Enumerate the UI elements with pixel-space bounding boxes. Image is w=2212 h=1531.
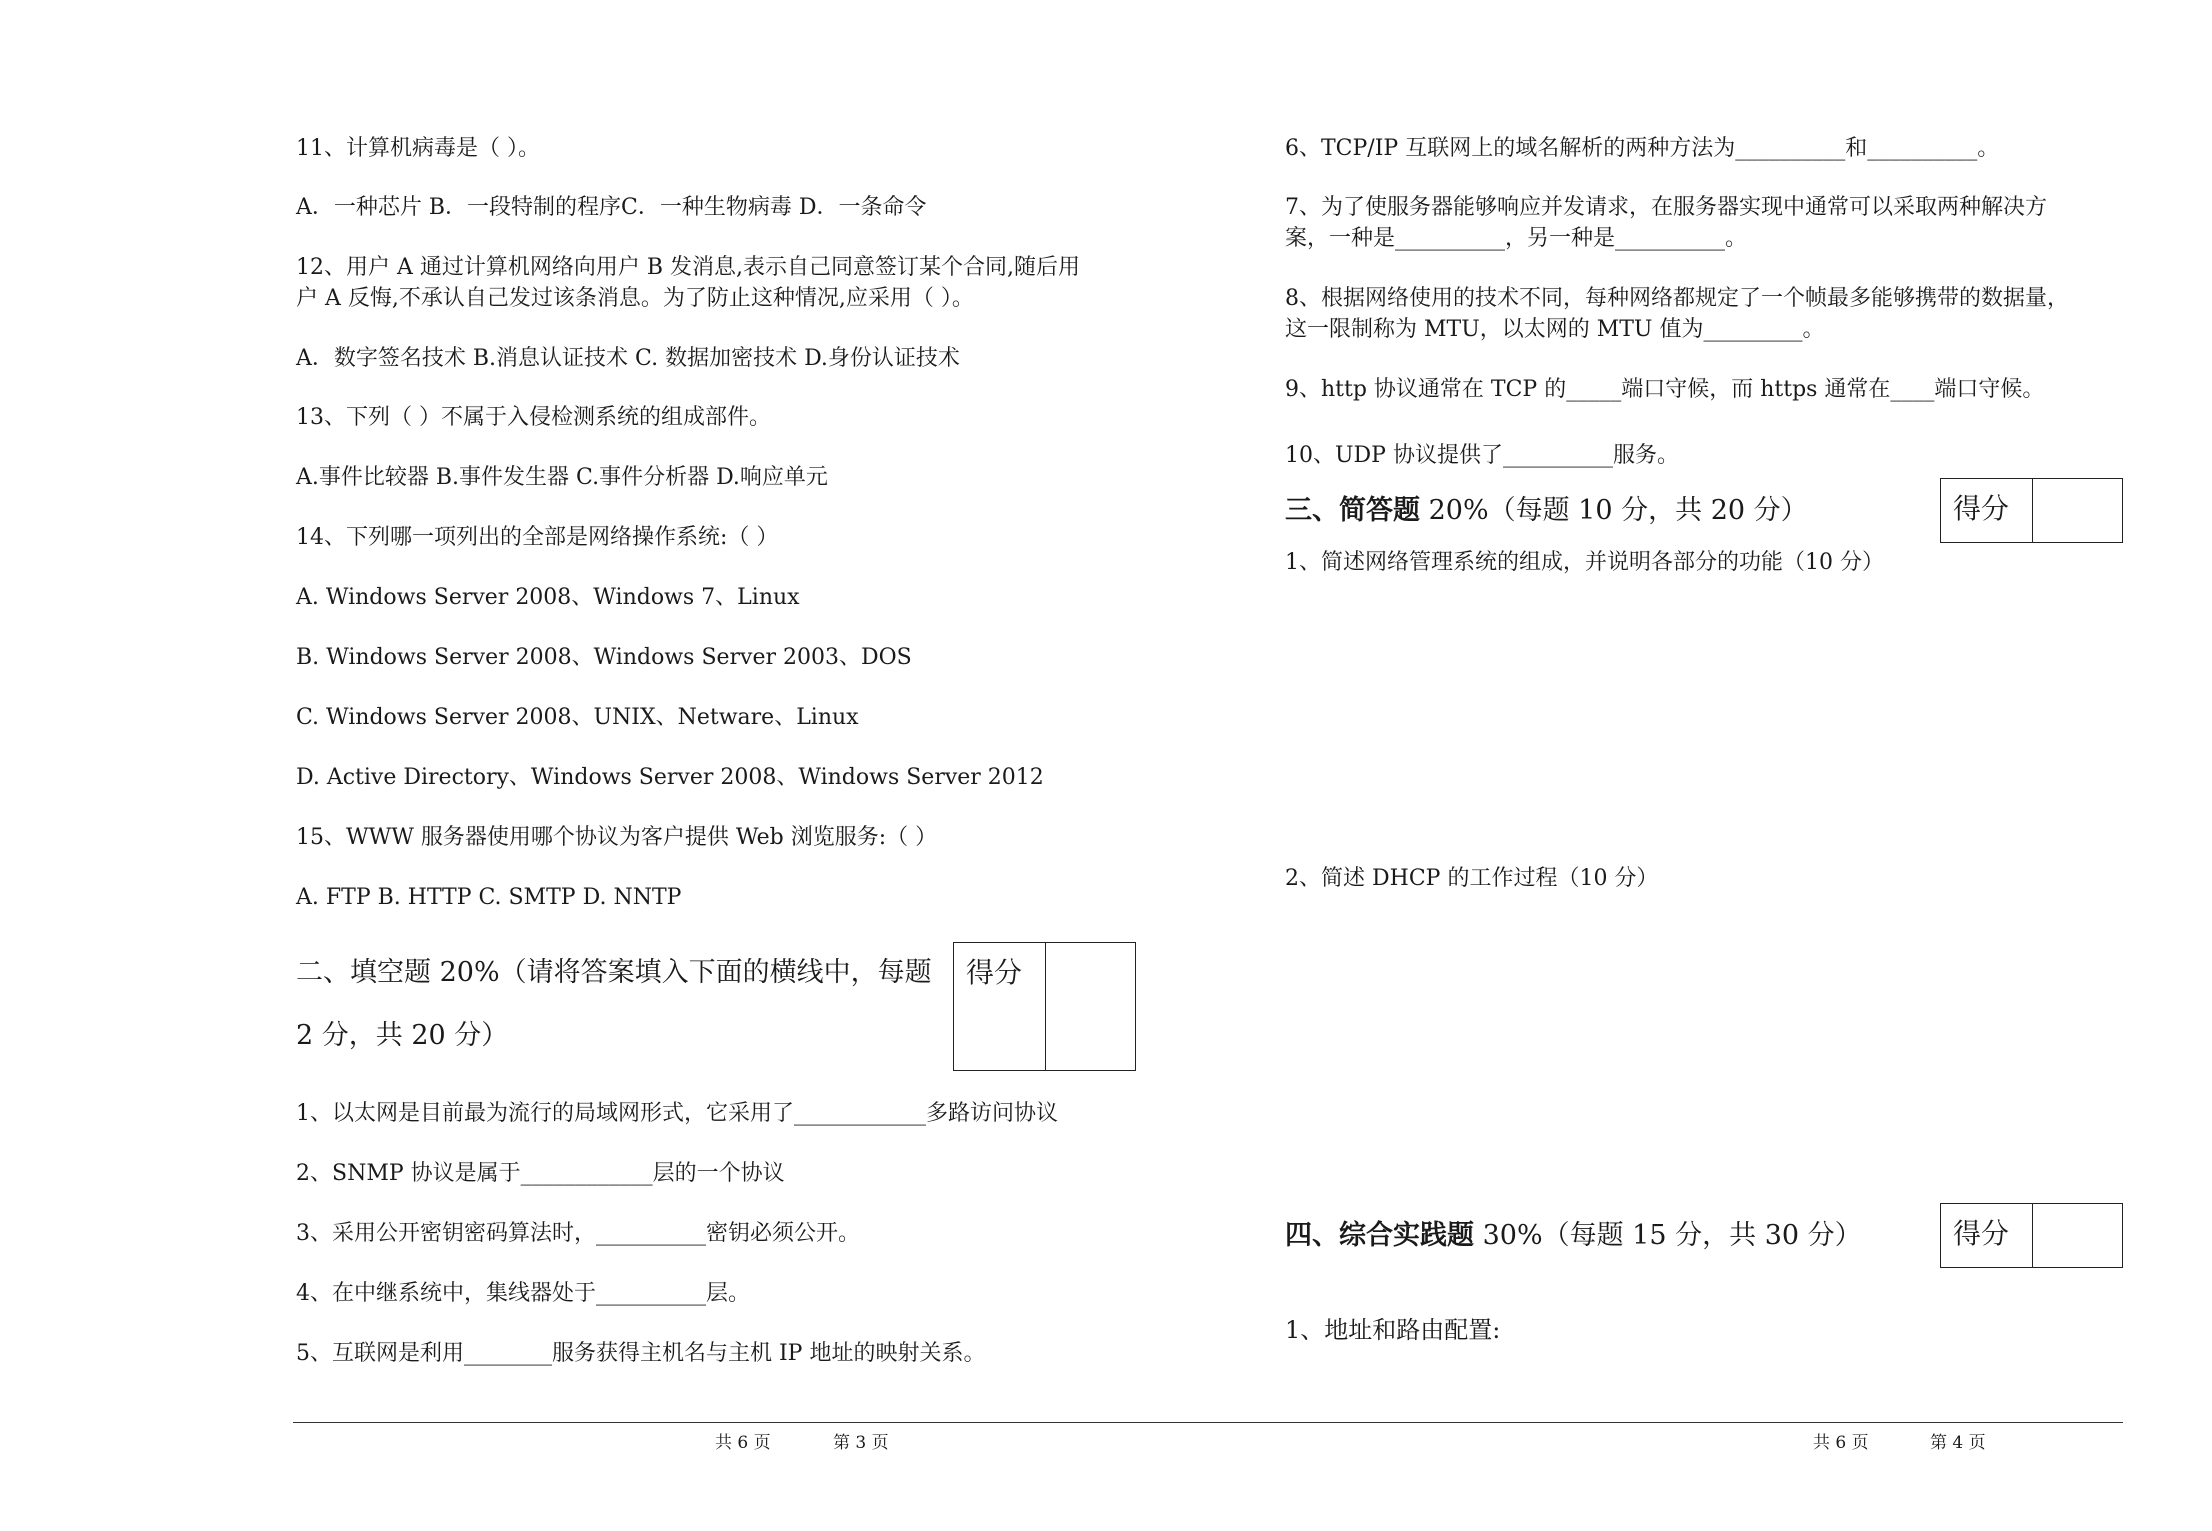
score-cell[interactable]	[2033, 1204, 2122, 1267]
fill-q7-line1: 7、为了使服务器能够响应并发请求，在服务器实现中通常可以采取两种解决方	[1285, 195, 2047, 220]
section3-title-bold: 三、简答题	[1285, 495, 1420, 526]
q12-text-line2: 户 A 反悔,不承认自己发过该条消息。为了防止这种情况,应采用（ ）。	[296, 286, 974, 311]
score-cell[interactable]	[1046, 943, 1135, 1070]
q14-option-d: D. Active Directory、Windows Server 2008、Windows Server 2012	[296, 765, 1044, 790]
section3-title	[1285, 493, 1808, 529]
fill-q8-line2: 这一限制称为 MTU，以太网的 MTU 值为_________。	[1285, 317, 1825, 342]
footer-left-page: 第 3 页	[833, 1433, 889, 1453]
q11-text: 11、计算机病毒是（ ）。	[296, 136, 540, 161]
q14-option-b: B. Windows Server 2008、Windows Server 2003、DOS	[296, 645, 912, 670]
q13-text: 13、下列（ ）不属于入侵检测系统的组成部件。	[296, 405, 771, 430]
q12-options: A．数字签名技术 B.消息认证技术 C. 数据加密技术 D.身份认证技术	[296, 346, 960, 371]
q14-text: 14、下列哪一项列出的全部是网络操作系统:（ ）	[296, 525, 779, 550]
section2-score-box	[953, 942, 1136, 1071]
section4-title	[1285, 1218, 1862, 1254]
fill-q8-line1: 8、根据网络使用的技术不同，每种网络都规定了一个帧最多能够携带的数据量，	[1285, 286, 2069, 311]
score-label: 得分	[954, 943, 1046, 1070]
q15-text: 15、WWW 服务器使用哪个协议为客户提供 Web 浏览服务:（ ）	[296, 825, 938, 850]
footer-right-total: 共 6 页	[1813, 1433, 1869, 1453]
fill-q9: 9、http 协议通常在 TCP 的_____端口守候，而 https 通常在____端口守候。	[1285, 377, 2045, 402]
section4-title-rest: 30%（每题 15 分，共 30 分）	[1474, 1220, 1862, 1251]
fill-q2: 2、SNMP 协议是属于____________层的一个协议	[296, 1161, 785, 1186]
section4-score-box	[1940, 1203, 2123, 1268]
q11-options: A．一种芯片 B．一段特制的程序C．一种生物病毒 D．一条命令	[296, 195, 927, 220]
q14-option-a: A. Windows Server 2008、Windows 7、Linux	[296, 585, 800, 610]
score-cell[interactable]	[2033, 479, 2122, 542]
footer-right-page: 第 4 页	[1930, 1433, 1986, 1453]
fill-q10: 10、UDP 协议提供了__________服务。	[1285, 443, 1679, 468]
fill-q5: 5、互联网是利用________服务获得主机名与主机 IP 地址的映射关系。	[296, 1341, 986, 1366]
q12-text-line1: 12、用户 A 通过计算机网络向用户 B 发消息,表示自己同意签订某个合同,随后用	[296, 255, 1081, 280]
short-answer-q2: 2、简述 DHCP 的工作过程（10 分）	[1285, 866, 1659, 891]
score-label: 得分	[1941, 1204, 2033, 1267]
fill-q6: 6、TCP/IP 互联网上的域名解析的两种方法为__________和__________。	[1285, 136, 2000, 161]
q15-options: A. FTP B. HTTP C. SMTP D. NNTP	[296, 885, 682, 910]
section3-score-box	[1940, 478, 2123, 543]
fill-q3: 3、采用公开密钥密码算法时，__________密钥必须公开。	[296, 1221, 860, 1246]
q14-option-c: C. Windows Server 2008、UNIX、Netware、Linux	[296, 705, 859, 730]
fill-q1: 1、以太网是目前最为流行的局域网形式，它采用了____________多路访问协议	[296, 1101, 1058, 1126]
footer-divider	[293, 1422, 2123, 1423]
footer-left-total: 共 6 页	[715, 1433, 771, 1453]
section4-title-bold: 四、综合实践题	[1285, 1220, 1474, 1251]
q13-options: A.事件比较器 B.事件发生器 C.事件分析器 D.响应单元	[296, 465, 828, 490]
fill-q7-line2: 案，一种是__________，另一种是__________。	[1285, 226, 1748, 251]
section3-title-rest: 20%（每题 10 分，共 20 分）	[1420, 495, 1808, 526]
section2-title-line2: 2 分，共 20 分）	[296, 1020, 509, 1051]
fill-q4: 4、在中继系统中，集线器处于__________层。	[296, 1281, 750, 1306]
practice-q1: 1、地址和路由配置:	[1285, 1316, 1501, 1344]
score-label: 得分	[1941, 479, 2033, 542]
section2-title-line1: 二、填空题 20%（请将答案填入下面的横线中，每题	[296, 957, 932, 988]
short-answer-q1: 1、简述网络管理系统的组成，并说明各部分的功能（10 分）	[1285, 550, 1884, 575]
